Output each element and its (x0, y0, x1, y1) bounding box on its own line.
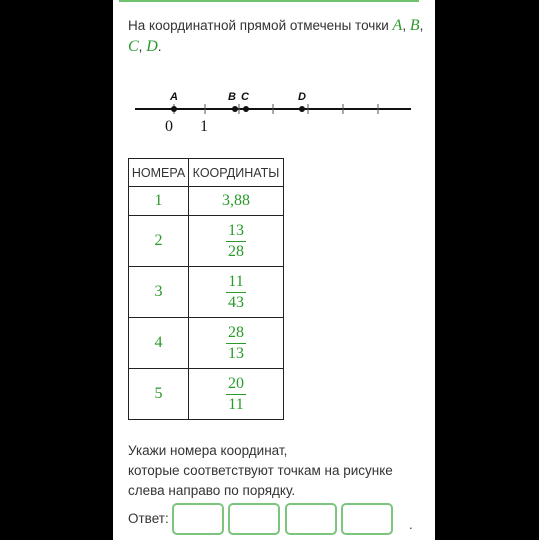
table-row (129, 369, 284, 420)
question-prefix: На координатной прямой отмечены точки (128, 18, 389, 33)
denominator: 13 (228, 344, 244, 362)
row-value: 3,88 (189, 187, 284, 216)
point-d-marker (299, 106, 305, 112)
numerator: 28 (226, 323, 246, 344)
instructions-text (128, 441, 428, 501)
point-a-marker (171, 106, 177, 112)
point-b-label: B (228, 91, 236, 103)
number-line (113, 85, 435, 145)
row-number: 4 (129, 318, 189, 369)
fraction (226, 323, 246, 364)
header-coordinates: КООРДИНАТЫ (189, 159, 284, 187)
point-d-label: D (298, 91, 306, 103)
instructions-line-2: которые соответствуют точкам на рисунке (128, 463, 393, 478)
denominator: 28 (228, 242, 244, 260)
fraction (226, 272, 246, 313)
row-fraction (189, 369, 284, 420)
denominator: 43 (228, 293, 244, 311)
instructions-line-1: Укажи номера координат, (128, 443, 288, 458)
fraction (226, 221, 246, 262)
numerator: 13 (226, 221, 246, 242)
table-row (129, 267, 284, 318)
table-row (129, 187, 284, 216)
question-sep-1: , (402, 18, 410, 33)
task-card (113, 0, 435, 540)
table-header-row (129, 159, 284, 187)
numerator: 20 (226, 374, 246, 395)
tick-label-0: 0 (165, 118, 173, 135)
question-sep-2: , (419, 18, 424, 33)
answer-row (128, 503, 428, 535)
row-fraction (189, 216, 284, 267)
tick-label-1: 1 (200, 118, 208, 135)
point-c-marker (243, 106, 249, 112)
point-c-label: C (241, 91, 249, 103)
question-point-a: A (392, 17, 403, 34)
top-divider (119, 0, 419, 2)
header-numbers: НОМЕРА (129, 159, 189, 187)
row-fraction (189, 318, 284, 369)
answer-input-2[interactable] (228, 503, 280, 535)
question-sep-3: , (138, 39, 147, 54)
table-row (129, 216, 284, 267)
answer-input-1[interactable] (172, 503, 224, 535)
coordinates-table (128, 158, 284, 420)
question-point-b: B (409, 17, 420, 34)
table-row (129, 318, 284, 369)
question-point-c: C (128, 38, 139, 55)
answer-input-3[interactable] (285, 503, 337, 535)
point-b-marker (232, 106, 238, 112)
numerator: 11 (226, 272, 246, 293)
point-a-label: A (170, 91, 178, 103)
answer-trailing-period: . (409, 517, 413, 532)
question-point-d: D (146, 38, 158, 55)
row-number: 1 (129, 187, 189, 216)
row-number: 3 (129, 267, 189, 318)
denominator: 11 (228, 395, 244, 413)
fraction (226, 374, 246, 415)
row-number: 2 (129, 216, 189, 267)
question-text (128, 15, 428, 57)
row-fraction (189, 267, 284, 318)
answer-input-4[interactable] (341, 503, 393, 535)
instructions-line-3: слева направо по порядку. (128, 483, 296, 498)
answer-label: Ответ: (128, 511, 169, 526)
row-number: 5 (129, 369, 189, 420)
question-end: . (157, 39, 162, 54)
